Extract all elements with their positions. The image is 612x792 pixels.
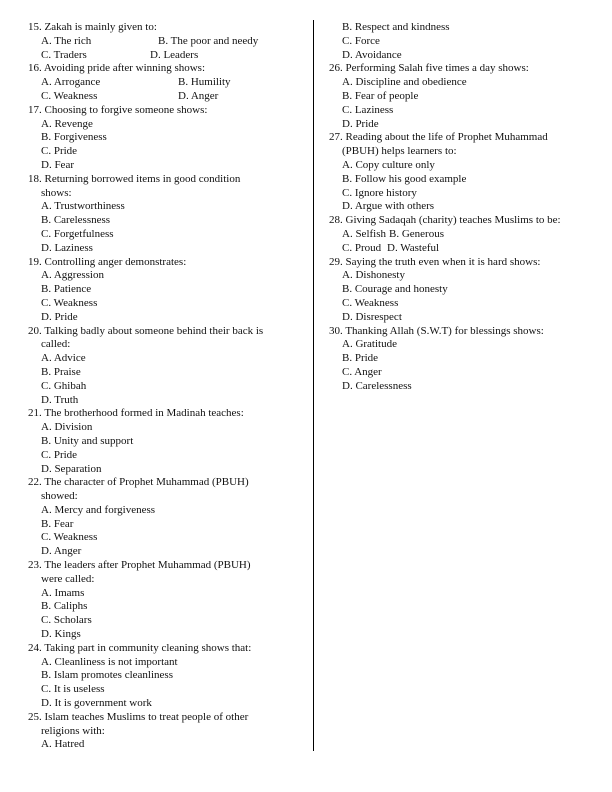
- option: B. Generous: [389, 227, 444, 240]
- option: D. Truth: [41, 393, 79, 406]
- option: C. Weakness: [41, 296, 98, 309]
- question-text: [329, 256, 599, 270]
- question-text: [28, 725, 313, 739]
- question-number: 24.: [28, 641, 45, 654]
- option-row: [329, 228, 599, 242]
- question: [28, 325, 313, 408]
- option: C. Pride: [41, 448, 78, 461]
- option: D. Anger: [178, 89, 219, 102]
- question-text: [28, 490, 313, 504]
- option-row: [28, 76, 313, 90]
- question: [28, 62, 313, 103]
- option: D. Kings: [41, 628, 81, 641]
- option: A. Discipline and obedience: [342, 76, 467, 89]
- option: C. Scholars: [41, 614, 92, 627]
- question-text: [28, 476, 313, 490]
- option: B. Forgiveness: [41, 131, 107, 144]
- question-text-line: Performing Salah five times a day shows:: [345, 62, 529, 75]
- option: D. Carelessness: [342, 379, 412, 392]
- option: A. Mercy and forgiveness: [41, 503, 156, 516]
- question: [329, 62, 599, 131]
- option: D. It is government work: [41, 697, 152, 710]
- question-text: [28, 187, 313, 201]
- option: B. Praise: [41, 365, 81, 378]
- question-number: 20.: [28, 324, 45, 337]
- question: [329, 325, 599, 394]
- option: B. Respect and kindness: [342, 21, 450, 33]
- option: B. Fear of people: [342, 89, 419, 102]
- option: A. Imams: [41, 586, 85, 599]
- option: C. Proud: [342, 241, 382, 254]
- question-number: 18.: [28, 172, 45, 185]
- question-number: 25.: [28, 710, 45, 723]
- option: B. The poor and needy: [158, 34, 259, 47]
- option: D. Pride: [342, 117, 379, 130]
- question: [28, 104, 313, 173]
- option: D. Pride: [41, 310, 78, 323]
- question-text: [329, 325, 599, 339]
- question-number: 23.: [28, 559, 45, 572]
- option: B. Caliphs: [41, 600, 88, 613]
- right-column: [329, 21, 599, 394]
- question-text: [329, 145, 599, 159]
- question: [28, 21, 313, 62]
- option: A. Dishonesty: [342, 269, 405, 282]
- option: D. Fear: [41, 158, 74, 171]
- option: D. Anger: [41, 545, 82, 558]
- option: D. Laziness: [41, 241, 93, 254]
- option-row: [28, 90, 313, 104]
- question-text: [28, 104, 313, 118]
- option-row: [28, 49, 313, 63]
- question: [329, 131, 599, 214]
- question-text-line: Islam teaches Muslims to treat people of other: [44, 710, 249, 723]
- option: A. Trustworthiness: [41, 200, 125, 213]
- option: C. Anger: [342, 365, 382, 378]
- option: C. Force: [342, 34, 380, 47]
- question-number: 26.: [329, 62, 346, 75]
- question-text: [28, 559, 313, 573]
- question-text-line: (PBUH) helps learners to:: [342, 145, 457, 158]
- question-number: 29.: [329, 255, 346, 268]
- question-text: [329, 131, 599, 145]
- question-text: [28, 338, 313, 352]
- option: C. Forgetfulness: [41, 227, 114, 240]
- option: C. Pride: [41, 145, 78, 158]
- question: [28, 173, 313, 256]
- option: A. Arrogance: [41, 76, 101, 89]
- option: D. Separation: [41, 462, 102, 475]
- option: B. Fear: [41, 517, 74, 530]
- question-text: [28, 256, 313, 270]
- question: [28, 711, 313, 752]
- question-text: [28, 573, 313, 587]
- question: [28, 476, 313, 559]
- question-text-line: were called:: [41, 572, 95, 585]
- question-text-line: The brotherhood formed in Madinah teaches:: [44, 407, 244, 420]
- option: D. Leaders: [150, 48, 199, 61]
- option: C. Traders: [41, 48, 87, 61]
- option: B. Unity and support: [41, 434, 134, 447]
- option: A. Aggression: [41, 269, 104, 282]
- option: A. Copy culture only: [342, 158, 435, 171]
- option: A. The rich: [41, 34, 92, 47]
- option-row: [329, 242, 599, 256]
- option: A. Gratitude: [342, 338, 397, 351]
- option: D. Argue with others: [342, 200, 435, 213]
- option: B. Humility: [178, 76, 231, 89]
- option: A. Advice: [41, 352, 86, 365]
- question-text-line: showed:: [41, 490, 78, 503]
- question-text: [28, 325, 313, 339]
- question-text-line: The leaders after Prophet Muhammad (PBUH): [44, 559, 251, 572]
- question: [28, 642, 313, 711]
- option: D. Wasteful: [387, 241, 440, 254]
- option: B. Islam promotes cleanliness: [41, 669, 173, 682]
- question: [28, 256, 313, 325]
- question-text-line: shows:: [41, 186, 72, 199]
- question-text-line: Giving Sadaqah (charity) teaches Muslims to be:: [345, 214, 561, 227]
- option: C. Weakness: [41, 531, 98, 544]
- option: B. Patience: [41, 283, 92, 296]
- question-text: [28, 711, 313, 725]
- question-text: [28, 173, 313, 187]
- question-text-line: Taking part in community cleaning shows that:: [44, 641, 252, 654]
- option: A. Revenge: [41, 117, 93, 130]
- question-text: [28, 21, 313, 35]
- question: [329, 256, 599, 325]
- option: D. Disrespect: [342, 310, 402, 323]
- question: [329, 214, 599, 255]
- question-number: 27.: [329, 131, 346, 144]
- question-number: 22.: [28, 476, 45, 489]
- option: B. Carelessness: [41, 214, 111, 227]
- question-text-line: Choosing to forgive someone shows:: [44, 103, 208, 116]
- option: C. Weakness: [342, 296, 399, 309]
- option-row: [28, 35, 313, 49]
- option: D. Avoidance: [342, 48, 402, 61]
- question-text: [329, 62, 599, 76]
- option: C. Laziness: [342, 103, 394, 116]
- question-number: 30.: [329, 324, 346, 337]
- question-text-line: Zakah is mainly given to:: [44, 21, 157, 33]
- question: [28, 559, 313, 642]
- option: A. Division: [41, 421, 93, 434]
- question-text: [28, 62, 313, 76]
- option: C. Ghibah: [41, 379, 87, 392]
- option: B. Pride: [342, 352, 379, 365]
- question-text-line: Talking badly about someone behind their back is: [44, 324, 264, 337]
- question-text-line: Avoiding pride after winning shows:: [43, 62, 206, 75]
- question-text-line: religions with:: [41, 724, 105, 737]
- question-text: [28, 407, 313, 421]
- question-text: [28, 642, 313, 656]
- question-text-line: Controlling anger demonstrates:: [44, 255, 187, 268]
- question-text-line: Reading about the life of Prophet Muhammad: [345, 131, 548, 144]
- question-number: 28.: [329, 214, 346, 227]
- option: C. Ignore history: [342, 186, 417, 199]
- question-text-line: Thanking Allah (S.W.T) for blessings shows:: [345, 324, 544, 337]
- option: C. Weakness: [41, 89, 98, 102]
- option: A. Selfish: [342, 227, 386, 240]
- option: C. It is useless: [41, 683, 105, 696]
- question-text-line: Saying the truth even when it is hard shows:: [345, 255, 541, 268]
- question-number: 16.: [28, 62, 44, 75]
- option: B. Courage and honesty: [342, 283, 448, 296]
- question-text-line: The character of Prophet Muhammad (PBUH): [44, 476, 249, 489]
- question-text-line: Returning borrowed items in good condition: [44, 172, 241, 185]
- left-column: [28, 21, 313, 752]
- question-number: 21.: [28, 407, 45, 420]
- question-number: 19.: [28, 255, 45, 268]
- question-text: [329, 214, 599, 228]
- option: A. Cleanliness is not important: [41, 655, 178, 668]
- question: [329, 21, 599, 62]
- question-number: 17.: [28, 103, 45, 116]
- question-number: 15.: [28, 21, 45, 33]
- question: [28, 407, 313, 476]
- question-text-line: called:: [41, 338, 71, 351]
- option: A. Hatred: [41, 738, 85, 751]
- column-divider: [313, 20, 314, 751]
- option: B. Follow his good example: [342, 172, 467, 185]
